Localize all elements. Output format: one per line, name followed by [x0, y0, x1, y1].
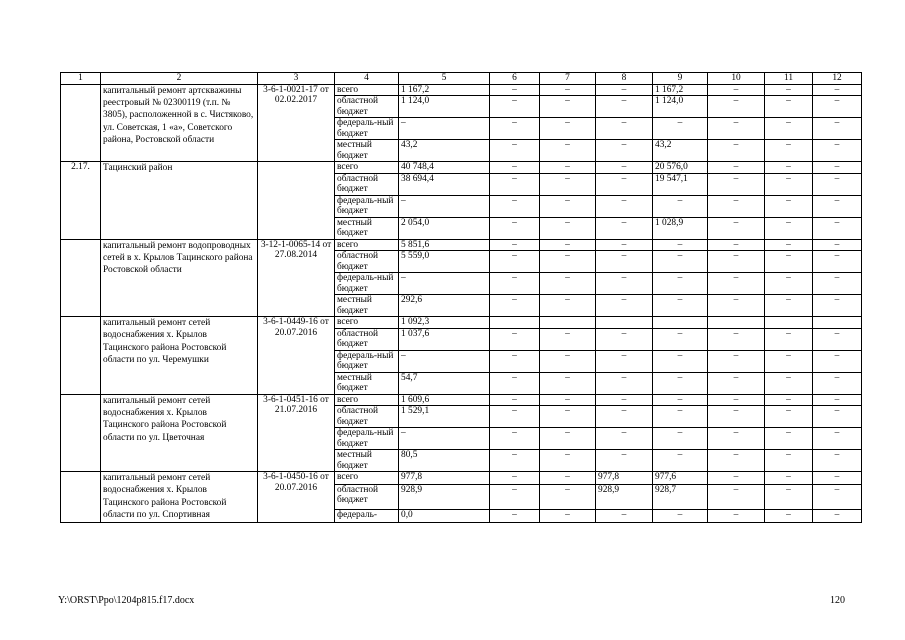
value-cell: –: [653, 328, 708, 350]
object-name: капитальный ремонт сетей водоснабжения х. Крылов Тацинского района Ростовской области по ул. Цветочная: [101, 394, 258, 472]
value-cell: 1 028,9: [653, 217, 708, 239]
table-row: [61, 162, 862, 174]
value-cell: –: [540, 372, 596, 394]
page-number: 120: [830, 595, 845, 606]
object-code: [258, 162, 335, 240]
value-cell: 1 124,0: [653, 96, 708, 118]
object-code: 3-6-1-0021-17 от 02.02.2017: [258, 84, 335, 162]
value-cell: 1 037,6: [399, 328, 490, 350]
value-cell: –: [765, 273, 813, 295]
table-row: [61, 239, 862, 251]
funding-source: местный бюджет: [335, 217, 399, 239]
funding-source: областной бюджет: [335, 406, 399, 428]
funding-source: областной бюджет: [335, 328, 399, 350]
header-row: [61, 73, 862, 85]
value-cell: –: [490, 350, 540, 372]
value-cell: 977,8: [399, 472, 490, 485]
table-row: [61, 84, 862, 96]
object-code: 3-12-1-0065-14 от 27.08.2014: [258, 239, 335, 317]
value-cell: –: [765, 350, 813, 372]
value-cell: 5 851,6: [399, 239, 490, 251]
value-cell: –: [765, 394, 813, 406]
value-cell: –: [813, 140, 862, 162]
value-cell: –: [596, 96, 653, 118]
object-code: 3-6-1-0451-16 от 21.07.2016: [258, 394, 335, 472]
value-cell: [653, 317, 708, 329]
funding-source: областной бюджет: [335, 96, 399, 118]
value-cell: 1 167,2: [653, 84, 708, 96]
row-number: [61, 317, 101, 395]
value-cell: –: [813, 195, 862, 217]
object-name: капитальный ремонт артскважины реестровый № 02300119 (т.п. № 3805), расположенной в с. Чистяково, ул. Советская, 1 «а», Советского района, Ростовской области: [101, 84, 258, 162]
object-name: капитальный ремонт сетей водоснабжения х. Крылов Тацинского района Ростовской области по ул. Черемушки: [101, 317, 258, 395]
value-cell: –: [540, 406, 596, 428]
value-cell: –: [765, 195, 813, 217]
value-cell: –: [596, 350, 653, 372]
value-cell: –: [765, 295, 813, 317]
value-cell: –: [490, 195, 540, 217]
value-cell: –: [653, 428, 708, 450]
value-cell: –: [653, 450, 708, 472]
value-cell: –: [813, 394, 862, 406]
value-cell: –: [765, 173, 813, 195]
value-cell: –: [813, 251, 862, 273]
funding-source: федераль-ный бюджет: [335, 273, 399, 295]
funding-source: федераль-ный бюджет: [335, 428, 399, 450]
value-cell: –: [813, 239, 862, 251]
value-cell: –: [708, 295, 765, 317]
value-cell: –: [708, 328, 765, 350]
col-header: 11: [765, 73, 813, 85]
value-cell: –: [813, 162, 862, 174]
value-cell: –: [765, 251, 813, 273]
value-cell: –: [540, 328, 596, 350]
value-cell: –: [708, 251, 765, 273]
value-cell: –: [765, 162, 813, 174]
value-cell: –: [490, 217, 540, 239]
value-cell: –: [596, 173, 653, 195]
value-cell: –: [596, 372, 653, 394]
value-cell: –: [813, 118, 862, 140]
value-cell: –: [490, 394, 540, 406]
value-cell: –: [813, 406, 862, 428]
value-cell: 0,0: [399, 509, 490, 522]
value-cell: –: [813, 173, 862, 195]
value-cell: –: [540, 96, 596, 118]
value-cell: –: [540, 217, 596, 239]
value-cell: –: [653, 406, 708, 428]
funding-source: всего: [335, 84, 399, 96]
table-body: [61, 73, 862, 523]
value-cell: [765, 317, 813, 329]
funding-source: всего: [335, 472, 399, 485]
value-cell: 54,7: [399, 372, 490, 394]
value-cell: –: [540, 173, 596, 195]
value-cell: –: [765, 428, 813, 450]
value-cell: –: [399, 428, 490, 450]
value-cell: –: [765, 472, 813, 485]
value-cell: –: [596, 295, 653, 317]
value-cell: –: [540, 472, 596, 485]
value-cell: –: [765, 372, 813, 394]
value-cell: –: [653, 509, 708, 522]
value-cell: 2 054,0: [399, 217, 490, 239]
value-cell: 977,8: [596, 472, 653, 485]
value-cell: –: [708, 406, 765, 428]
value-cell: –: [813, 96, 862, 118]
col-header: 5: [399, 73, 490, 85]
value-cell: –: [765, 84, 813, 96]
value-cell: –: [596, 273, 653, 295]
col-header: 8: [596, 73, 653, 85]
value-cell: –: [596, 217, 653, 239]
value-cell: –: [708, 472, 765, 485]
value-cell: –: [708, 484, 765, 509]
value-cell: –: [490, 84, 540, 96]
value-cell: 1 124,0: [399, 96, 490, 118]
value-cell: –: [813, 84, 862, 96]
budget-table: [60, 72, 862, 523]
value-cell: –: [653, 273, 708, 295]
value-cell: –: [813, 273, 862, 295]
value-cell: –: [540, 195, 596, 217]
value-cell: –: [813, 328, 862, 350]
value-cell: –: [653, 372, 708, 394]
value-cell: –: [490, 162, 540, 174]
funding-source: областной бюджет: [335, 484, 399, 509]
value-cell: –: [540, 484, 596, 509]
value-cell: –: [813, 217, 862, 239]
value-cell: –: [399, 118, 490, 140]
row-number: [61, 239, 101, 317]
value-cell: –: [596, 195, 653, 217]
value-cell: –: [708, 96, 765, 118]
value-cell: –: [490, 450, 540, 472]
value-cell: –: [653, 251, 708, 273]
value-cell: –: [490, 372, 540, 394]
table-row: [61, 472, 862, 485]
value-cell: –: [596, 239, 653, 251]
value-cell: 1 092,3: [399, 317, 490, 329]
col-header: 1: [61, 73, 101, 85]
value-cell: –: [540, 428, 596, 450]
funding-source: местный бюджет: [335, 140, 399, 162]
funding-source: федераль-ный бюджет: [335, 195, 399, 217]
value-cell: –: [540, 394, 596, 406]
row-number: [61, 84, 101, 162]
value-cell: –: [708, 173, 765, 195]
value-cell: 928,9: [596, 484, 653, 509]
value-cell: –: [540, 295, 596, 317]
row-number: [61, 472, 101, 523]
value-cell: –: [490, 428, 540, 450]
value-cell: –: [490, 173, 540, 195]
value-cell: –: [708, 509, 765, 522]
value-cell: –: [708, 239, 765, 251]
value-cell: –: [490, 472, 540, 485]
value-cell: –: [540, 350, 596, 372]
value-cell: –: [399, 273, 490, 295]
value-cell: –: [490, 273, 540, 295]
object-code: 3-6-1-0449-16 от 20.07.2016: [258, 317, 335, 395]
footer-file-path: Y:\ORST\Ppo\1204p815.f17.docx: [58, 595, 195, 606]
funding-source: областной бюджет: [335, 251, 399, 273]
value-cell: –: [813, 472, 862, 485]
value-cell: –: [765, 509, 813, 522]
funding-source: федераль-ный бюджет: [335, 350, 399, 372]
col-header: 9: [653, 73, 708, 85]
value-cell: –: [708, 450, 765, 472]
value-cell: –: [653, 195, 708, 217]
value-cell: –: [708, 162, 765, 174]
value-cell: [596, 317, 653, 329]
col-header: 3: [258, 73, 335, 85]
value-cell: –: [708, 195, 765, 217]
value-cell: –: [708, 273, 765, 295]
value-cell: –: [596, 140, 653, 162]
funding-source: всего: [335, 317, 399, 329]
value-cell: 19 547,1: [653, 173, 708, 195]
value-cell: 292,6: [399, 295, 490, 317]
value-cell: –: [596, 84, 653, 96]
value-cell: –: [765, 450, 813, 472]
value-cell: –: [540, 251, 596, 273]
value-cell: –: [813, 350, 862, 372]
value-cell: –: [490, 295, 540, 317]
row-number: 2.17.: [61, 162, 101, 240]
value-cell: –: [653, 118, 708, 140]
value-cell: –: [540, 239, 596, 251]
value-cell: –: [596, 118, 653, 140]
value-cell: 43,2: [399, 140, 490, 162]
value-cell: –: [540, 162, 596, 174]
funding-source: всего: [335, 239, 399, 251]
object-code: 3-6-1-0450-16 от 20.07.2016: [258, 472, 335, 523]
value-cell: –: [540, 118, 596, 140]
value-cell: –: [399, 350, 490, 372]
value-cell: –: [708, 84, 765, 96]
value-cell: 928,7: [653, 484, 708, 509]
value-cell: 1 609,6: [399, 394, 490, 406]
value-cell: –: [596, 428, 653, 450]
value-cell: –: [765, 217, 813, 239]
value-cell: –: [765, 96, 813, 118]
value-cell: –: [490, 406, 540, 428]
value-cell: –: [765, 239, 813, 251]
value-cell: [708, 317, 765, 329]
object-name: капитальный ремонт водопроводных сетей в х. Крылов Тацинского района Ростовской области: [101, 239, 258, 317]
value-cell: –: [813, 428, 862, 450]
value-cell: –: [490, 328, 540, 350]
value-cell: –: [596, 394, 653, 406]
value-cell: –: [708, 140, 765, 162]
value-cell: –: [653, 350, 708, 372]
value-cell: 43,2: [653, 140, 708, 162]
value-cell: 5 559,0: [399, 251, 490, 273]
value-cell: [490, 317, 540, 329]
funding-source: местный бюджет: [335, 372, 399, 394]
funding-source: всего: [335, 162, 399, 174]
value-cell: –: [813, 450, 862, 472]
value-cell: 977,6: [653, 472, 708, 485]
value-cell: –: [813, 295, 862, 317]
value-cell: –: [490, 118, 540, 140]
funding-source: местный бюджет: [335, 450, 399, 472]
value-cell: 1 529,1: [399, 406, 490, 428]
value-cell: –: [490, 509, 540, 522]
value-cell: –: [708, 428, 765, 450]
value-cell: –: [813, 372, 862, 394]
value-cell: –: [490, 251, 540, 273]
value-cell: –: [490, 239, 540, 251]
value-cell: –: [490, 140, 540, 162]
object-name: Тацинский район: [101, 162, 258, 240]
value-cell: –: [540, 273, 596, 295]
value-cell: –: [813, 509, 862, 522]
value-cell: –: [540, 140, 596, 162]
value-cell: –: [596, 450, 653, 472]
funding-source: федераль-ный бюджет: [335, 118, 399, 140]
value-cell: –: [765, 140, 813, 162]
value-cell: –: [765, 118, 813, 140]
value-cell: –: [813, 484, 862, 509]
value-cell: –: [596, 251, 653, 273]
value-cell: –: [490, 484, 540, 509]
col-header: 4: [335, 73, 399, 85]
value-cell: 1 167,2: [399, 84, 490, 96]
funding-source: областной бюджет: [335, 173, 399, 195]
col-header: 2: [101, 73, 258, 85]
funding-source: местный бюджет: [335, 295, 399, 317]
value-cell: –: [708, 350, 765, 372]
value-cell: –: [399, 195, 490, 217]
col-header: 7: [540, 73, 596, 85]
value-cell: –: [596, 406, 653, 428]
object-name: капитальный ремонт сетей водоснабжения х. Крылов Тацинского района Ростовской области по ул. Спортивная: [101, 472, 258, 523]
value-cell: –: [708, 217, 765, 239]
col-header: 12: [813, 73, 862, 85]
value-cell: –: [540, 84, 596, 96]
value-cell: 38 694,4: [399, 173, 490, 195]
value-cell: –: [653, 394, 708, 406]
col-header: 6: [490, 73, 540, 85]
value-cell: –: [596, 509, 653, 522]
value-cell: [540, 317, 596, 329]
value-cell: 928,9: [399, 484, 490, 509]
value-cell: 80,5: [399, 450, 490, 472]
funding-source: всего: [335, 394, 399, 406]
value-cell: –: [708, 118, 765, 140]
value-cell: –: [490, 96, 540, 118]
value-cell: –: [540, 509, 596, 522]
value-cell: –: [708, 394, 765, 406]
value-cell: –: [765, 328, 813, 350]
row-number: [61, 394, 101, 472]
value-cell: –: [653, 239, 708, 251]
value-cell: 40 748,4: [399, 162, 490, 174]
table-row: [61, 317, 862, 329]
value-cell: [813, 317, 862, 329]
value-cell: 20 576,0: [653, 162, 708, 174]
value-cell: –: [596, 328, 653, 350]
value-cell: –: [708, 372, 765, 394]
funding-source: федераль-: [335, 509, 399, 522]
value-cell: –: [653, 295, 708, 317]
value-cell: –: [765, 484, 813, 509]
value-cell: –: [596, 162, 653, 174]
value-cell: –: [540, 450, 596, 472]
col-header: 10: [708, 73, 765, 85]
value-cell: –: [765, 406, 813, 428]
table-row: [61, 394, 862, 406]
